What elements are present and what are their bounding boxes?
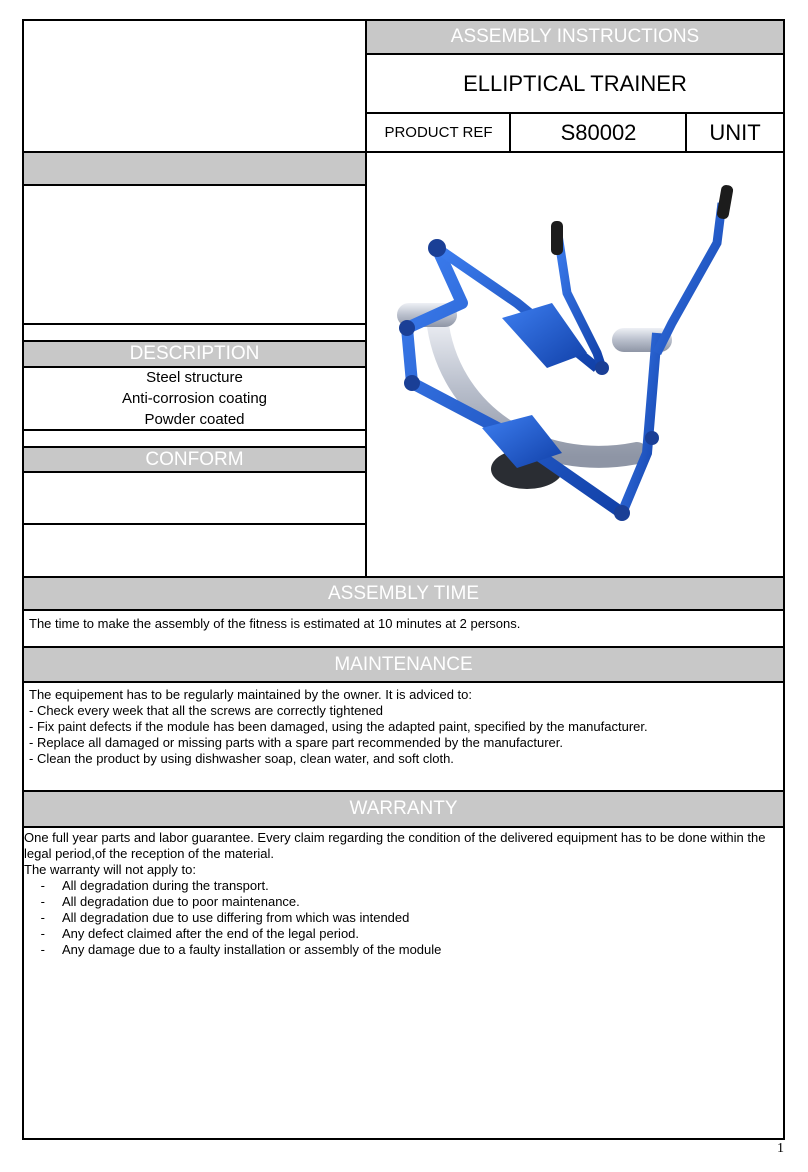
warranty-exclusions (24, 878, 781, 958)
warranty-band (24, 792, 783, 826)
divider (22, 323, 367, 325)
assembly-time-heading: ASSEMBLY TIME (328, 582, 479, 604)
description-line: Powder coated (144, 411, 245, 428)
handle-grip (716, 184, 734, 220)
warranty-not-apply: The warranty will not apply to: (24, 862, 196, 877)
maintenance-heading: MAINTENANCE (334, 653, 473, 675)
joint-bolt (399, 320, 415, 336)
conform-heading: CONFORM (145, 448, 244, 470)
divider (22, 681, 785, 683)
maintenance-line: - Clean the product by using dishwasher soap, clean water, and soft cloth. (29, 751, 454, 766)
joint-bolt (614, 505, 630, 521)
description-band (24, 342, 365, 366)
unit-label: UNIT (709, 119, 761, 145)
description-list (24, 367, 365, 429)
joint-bolt (404, 375, 420, 391)
product-ref-value: S80002 (560, 119, 637, 145)
divider (22, 609, 785, 611)
divider (22, 826, 785, 828)
warranty-intro: One full year parts and labor guarantee. Every claim regarding the condition of the delivered equipment has to be done within the legal period,of the reception of the material. (24, 830, 766, 861)
assembly-time-text: The time to make the assembly of the fitness is estimated at 10 minutes at 2 persons. (29, 616, 521, 631)
divider (22, 523, 367, 525)
right-handlebar (657, 203, 722, 353)
list-item: - All degradation due to use differing from which was intended (40, 910, 410, 925)
maintenance-line: - Replace all damaged or missing parts with a spare part recommended by the manufacturer. (29, 735, 563, 750)
handle-grip (551, 221, 563, 255)
warranty-body (24, 830, 781, 958)
divider (22, 429, 367, 431)
maintenance-band (24, 648, 783, 681)
page-number: 1 (777, 1141, 784, 1156)
joint-bolt (595, 361, 609, 375)
maintenance-list (29, 687, 781, 767)
product-name: ELLIPTICAL TRAINER (463, 71, 687, 96)
description-line: Steel structure (146, 369, 243, 386)
joint-bolt (645, 431, 659, 445)
assembly-time-band (24, 578, 783, 609)
left-gray-band (24, 153, 365, 184)
divider (22, 184, 367, 186)
warranty-heading: WARRANTY (349, 798, 458, 819)
description-heading: DESCRIPTION (129, 343, 260, 364)
list-item: - Any defect claimed after the end of the legal period. (40, 926, 360, 941)
title-band (367, 21, 783, 53)
maintenance-line: - Check every week that all the screws are correctly tightened (29, 703, 384, 718)
list-item: - Any damage due to a faulty installation or assembly of the module (40, 942, 442, 957)
product-ref-label: PRODUCT REF (384, 124, 493, 141)
description-line: Anti-corrosion coating (121, 390, 268, 407)
divider (22, 471, 367, 473)
list-item: - All degradation due to poor maintenance. (40, 894, 300, 909)
conform-band (24, 448, 365, 471)
maintenance-line: - Fix paint defects if the module has been damaged, using the adapted paint, specified by the manufacturer. (29, 719, 648, 734)
joint-bolt (428, 239, 446, 257)
elliptical-trainer-illustration (367, 153, 783, 576)
doc-title: ASSEMBLY INSTRUCTIONS (450, 26, 700, 47)
list-item: - All degradation during the transport. (40, 878, 269, 893)
maintenance-line: The equipement has to be regularly maintained by the owner. It is adviced to: (29, 687, 472, 702)
